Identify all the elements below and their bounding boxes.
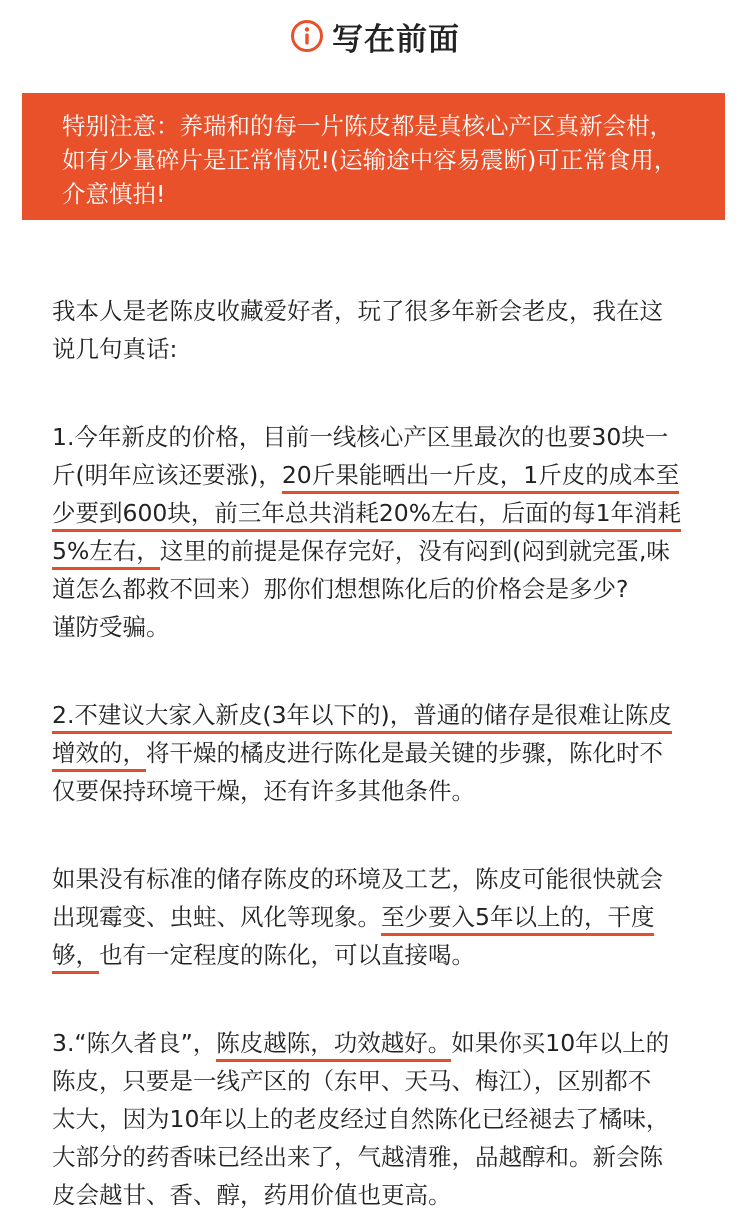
storage-paragraph: [52, 696, 712, 810]
text-line: [52, 696, 712, 734]
text-line: [52, 532, 712, 570]
text-line: 道怎么都救不回来）那你们想想陈化后的价格会是多少?: [52, 575, 629, 603]
intro-paragraph: [52, 292, 712, 368]
text-line: [52, 456, 712, 494]
article-body: [52, 292, 712, 1214]
highlight-underline: 2.不建议大家入新皮(3年以下的)，普通的储存是很难让陈皮: [52, 701, 672, 734]
highlight-underline: 少要到600块，前三年总共消耗20%左右，后面的每1年消耗: [52, 499, 681, 532]
text-span: 斤(明年应该还要涨)，: [52, 461, 282, 489]
text-span: 如果你买10年以上的: [451, 1029, 670, 1057]
text-line: 如果没有标准的储存陈皮的环境及工艺，陈皮可能很快就会: [52, 865, 663, 893]
environment-paragraph: [52, 860, 712, 974]
page-title: 写在前面: [332, 21, 460, 58]
text-line: 大部分的药香味已经出来了，气越清雅，品越醇和。新会陈: [52, 1143, 663, 1171]
notice-line: 如有少量碎片是正常情况!(运输途中容易震断)可正常食用，: [62, 146, 678, 174]
aging-paragraph: [52, 1024, 712, 1214]
text-line: [52, 1024, 712, 1062]
text-line: 仅要保持环境干燥，还有许多其他条件。: [52, 777, 475, 805]
text-span: 出现霉变、虫蛀、风化等现象。: [52, 903, 381, 931]
text-span: 3.“陈久者良”，: [52, 1029, 217, 1057]
highlight-underline: 20斤果能晒出一斤皮，1斤皮的成本至: [282, 461, 679, 494]
text-line: 说几句真话:: [52, 335, 178, 363]
text-line: 太大，因为10年以上的老皮经过自然陈化已经褪去了橘味，: [52, 1105, 670, 1133]
notice-line: 介意慎拍!: [62, 180, 166, 208]
text-line: 1.今年新皮的价格，目前一线核心产区里最次的也要30块一: [52, 423, 669, 451]
highlight-underline: 够，: [52, 941, 99, 974]
highlight-underline: 陈皮越陈，功效越好。: [216, 1029, 451, 1062]
text-span: 也有一定程度的陈化，可以直接喝。: [99, 941, 475, 969]
text-line: 我本人是老陈皮收藏爱好者，玩了很多年新会老皮，我在这: [52, 297, 663, 325]
text-line: [52, 898, 712, 936]
text-line: 谨防受骗。: [52, 613, 170, 641]
info-circle-icon: [290, 19, 324, 53]
notice-line: 特别注意：养瑞和的每一片陈皮都是真核心产区真新会柑，: [62, 112, 673, 140]
text-line: 皮会越甘、香、醇，药用价值也更高。: [52, 1181, 452, 1209]
text-span: 这里的前提是保存完好，没有闷到(闷到就完蛋,味: [159, 537, 670, 565]
notice-banner: [22, 93, 725, 220]
text-line: 陈皮，只要是一线产区的（东甲、天马、梅江），区别都不: [52, 1067, 652, 1095]
page-header: [0, 10, 750, 62]
text-line: [52, 936, 712, 974]
highlight-underline: 增效的，: [52, 739, 146, 772]
highlight-underline: 至少要入5年以上的，干度: [381, 903, 654, 936]
highlight-underline: 5%左右，: [52, 537, 160, 570]
text-line: [52, 734, 712, 772]
text-span: 将干燥的橘皮进行陈化是最关键的步骤，陈化时不: [146, 739, 663, 767]
price-paragraph: [52, 418, 712, 646]
text-line: [52, 494, 712, 532]
